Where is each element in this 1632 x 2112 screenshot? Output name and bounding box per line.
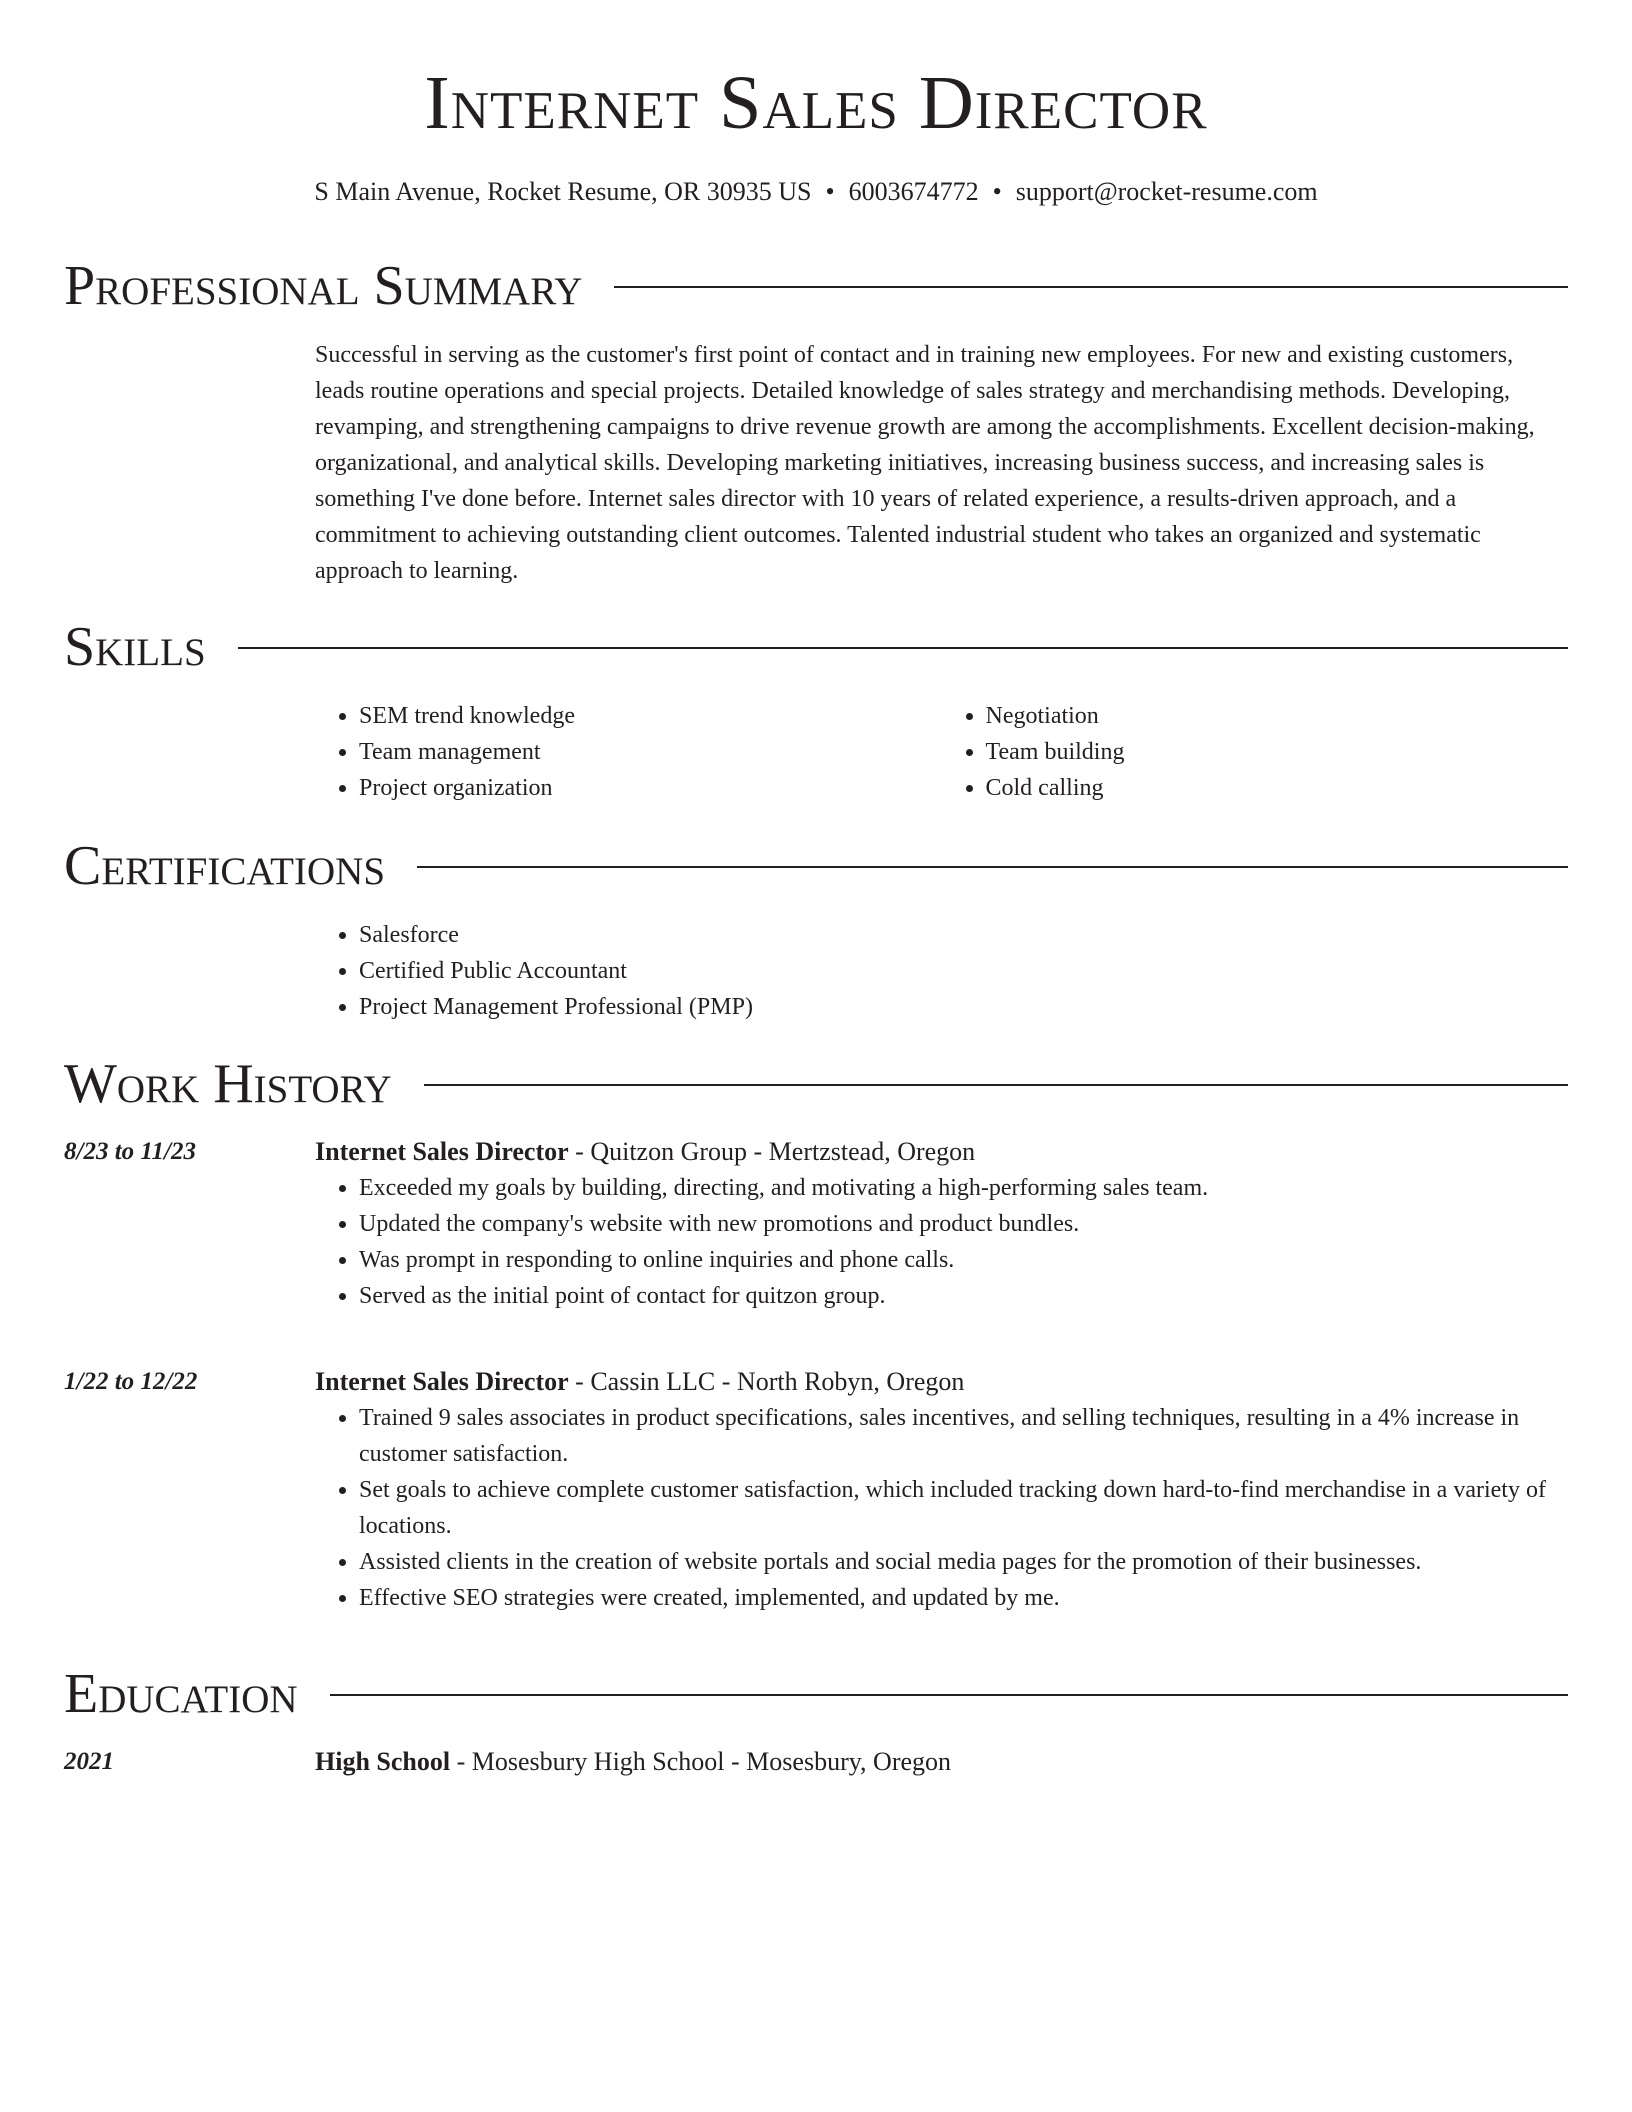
- certification-item: • Salesforce: [359, 917, 1568, 953]
- skill-item: • Negotiation: [986, 698, 1569, 734]
- skills-list-right: [942, 698, 1569, 806]
- contact-separator: •: [992, 177, 1002, 206]
- job-position: Internet Sales Director: [315, 1367, 569, 1396]
- education-degree: High School: [315, 1747, 451, 1776]
- education-entry: [315, 1744, 1568, 1780]
- skills-body: [315, 698, 1568, 806]
- skill-item: • Team building: [986, 734, 1569, 770]
- skills-section-header: [64, 615, 1568, 679]
- work-section-header: [64, 1052, 1568, 1116]
- contact-line: [64, 174, 1568, 210]
- job-company: - Quitzon Group - Mertzstead, Oregon: [568, 1137, 976, 1166]
- skill-item: • Cold calling: [986, 770, 1569, 806]
- education-heading: Education: [64, 1663, 298, 1725]
- job-bullet: • Effective SEO strategies were created, implemented, and updated by me.: [359, 1580, 1568, 1616]
- skill-item: • SEM trend knowledge: [359, 698, 942, 734]
- job-bullet: • Trained 9 sales associates in product specifications, sales incentives, and selling techniques, resulting in a 4% increase in customer satisfaction.: [359, 1400, 1568, 1472]
- section-divider: [330, 1694, 1568, 1696]
- job-bullet: • Set goals to achieve complete customer satisfaction, which included tracking down hard-to-find merchandise in a variety of locations.: [359, 1472, 1568, 1544]
- contact-separator: •: [825, 177, 835, 206]
- education-line: [315, 1744, 1568, 1780]
- section-divider: [424, 1084, 1568, 1086]
- job-bullet: • Served as the initial point of contact for quitzon group.: [359, 1278, 1568, 1314]
- job-company: - Cassin LLC - North Robyn, Oregon: [568, 1367, 965, 1396]
- education-school: - Mosesbury High School - Mosesbury, Oregon: [450, 1747, 952, 1776]
- certifications-section-header: [64, 834, 1568, 898]
- candidate-name: Internet Sales Director: [424, 61, 1208, 145]
- section-divider: [614, 286, 1568, 288]
- certification-item: • Project Management Professional (PMP): [359, 989, 1568, 1025]
- skill-item: • Project organization: [359, 770, 942, 806]
- job-bullet: • Assisted clients in the creation of website portals and social media pages for the promotion of their businesses.: [359, 1544, 1568, 1580]
- contact-address: S Main Avenue, Rocket Resume, OR 30935 US: [314, 177, 812, 206]
- job-bullet: • Was prompt in responding to online inquiries and phone calls.: [359, 1242, 1568, 1278]
- summary-body: [315, 337, 1568, 589]
- job-title-line: [315, 1364, 1568, 1400]
- job-bullets: [315, 1170, 1568, 1314]
- job-entry: [315, 1134, 1568, 1314]
- skills-heading: Skills: [64, 616, 206, 678]
- education-year: 2021: [64, 1748, 114, 1775]
- work-heading: Work History: [64, 1053, 392, 1115]
- certifications-heading: Certifications: [64, 835, 386, 897]
- job-entry: [315, 1364, 1568, 1616]
- summary-heading: Professional Summary: [64, 255, 583, 317]
- section-divider: [238, 647, 1568, 649]
- certifications-body: [315, 917, 1568, 1025]
- education-section-header: [64, 1662, 1568, 1726]
- skill-item: • Team management: [359, 734, 942, 770]
- certifications-list: [315, 917, 1568, 1025]
- summary-paragraph: Successful in serving as the customer's first point of contact and in training new employees. For new and existing customers, leads routine operations and special projects. Detailed knowledge of sales strategy and merchandising methods. Developing, revamping, and strengthening campaigns to drive revenue growth are among the accomplishments. Excellent decision-making, organizational, and analytical skills. Developing marketing initiatives, increasing business success, and increasing sales is something I've done before. Internet sales director with 10 years of related experience, a results-driven approach, and a commitment to achieving outstanding client outcomes. Talented industrial student who takes an organized and systematic approach to learning.: [315, 342, 1535, 584]
- job-dates: 8/23 to 11/23: [64, 1138, 196, 1165]
- certification-item: • Certified Public Accountant: [359, 953, 1568, 989]
- contact-email: support@rocket-resume.com: [1015, 177, 1318, 206]
- job-bullets: [315, 1400, 1568, 1616]
- section-divider: [417, 866, 1568, 868]
- job-bullet: • Updated the company's website with new promotions and product bundles.: [359, 1206, 1568, 1242]
- job-bullet: • Exceeded my goals by building, directing, and motivating a high-performing sales team.: [359, 1170, 1568, 1206]
- contact-phone: 6003674772: [848, 177, 979, 206]
- job-dates: 1/22 to 12/22: [64, 1368, 198, 1395]
- summary-section-header: [64, 254, 1568, 318]
- skills-list-left: [315, 698, 942, 806]
- job-title-line: [315, 1134, 1568, 1170]
- job-position: Internet Sales Director: [315, 1137, 569, 1166]
